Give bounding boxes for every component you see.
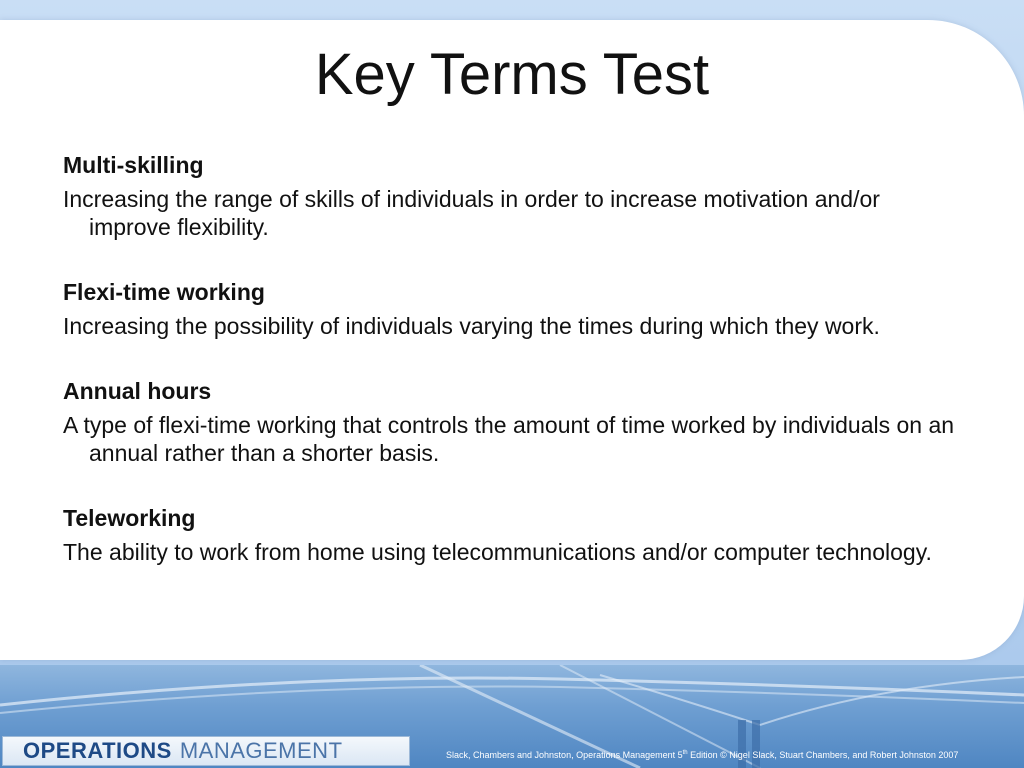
term-block [63,150,963,241]
term-block [63,503,963,566]
logo-bold-text: OPERATIONS [23,738,172,763]
credit-superscript: th [682,750,688,756]
operations-management-logo [2,736,410,766]
term-definition: The ability to work from home using telecommunications and/or computer technology. [63,539,932,565]
term-heading: Teleworking [63,505,196,531]
term-block [63,277,963,340]
footer-band [0,665,1024,768]
slide-title: Key Terms Test [314,42,710,107]
term-block [63,376,963,467]
footer-credit [446,750,958,760]
term-definition: A type of flexi-time working that controls the amount of time worked by individuals on an annual rather than a shorter basis. [63,412,955,466]
credit-text-end: Edition © Nigel Slack, Stuart Chambers, and Robert Johnston 2007 [687,750,959,760]
credit-text-start: Slack, Chambers and Johnston, Operations Management 5 [446,750,683,760]
term-heading: Flexi-time working [63,279,265,305]
term-heading: Annual hours [63,378,212,404]
term-heading: Multi-skilling [63,152,204,178]
term-definition: Increasing the range of skills of individuals in order to increase motivation and/or improve flexibility. [63,186,880,240]
logo-light-text: MANAGEMENT [179,738,343,763]
key-terms-list [63,150,963,602]
term-definition: Increasing the possibility of individuals varying the times during which they work. [63,313,880,339]
